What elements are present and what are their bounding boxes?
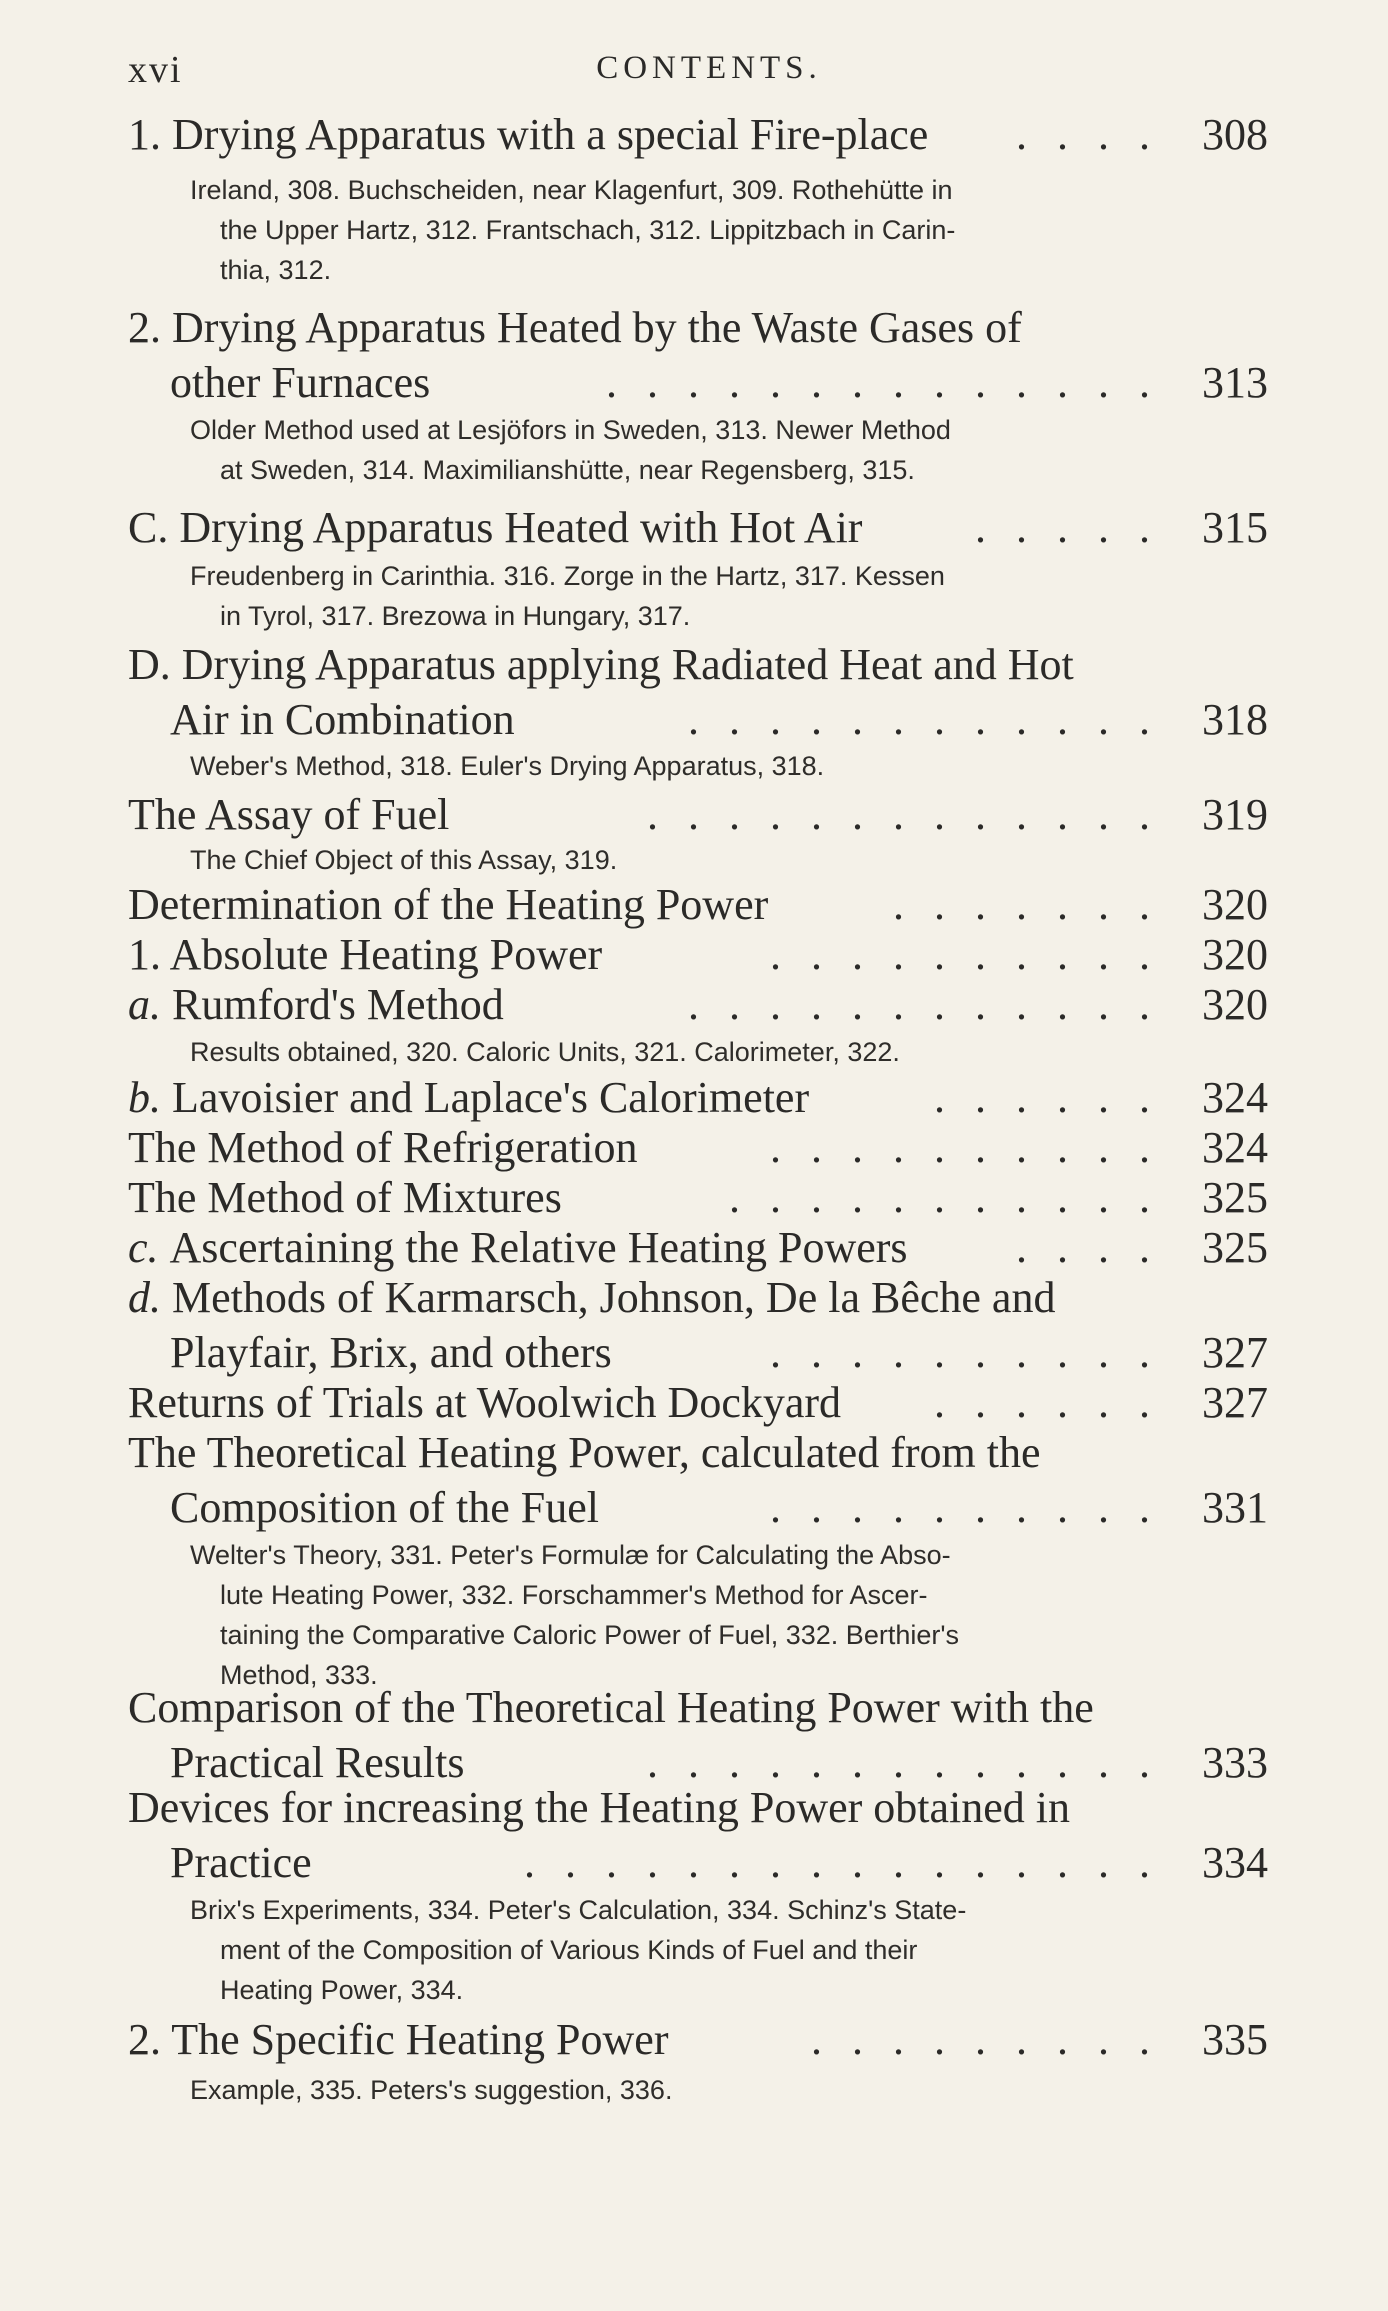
toc-entry-title: Comparison of the Theoretical Heating Power with the bbox=[128, 1683, 1094, 1732]
toc-page-number: 319 bbox=[1202, 790, 1268, 839]
toc-detail-line: in Tyrol, 317. Brezowa in Hungary, 317. bbox=[220, 601, 691, 631]
page-header bbox=[0, 48, 1388, 98]
toc-entry-title: a. Rumford's Method bbox=[128, 980, 504, 1029]
toc-detail-line: Brix's Experiments, 334. Peter's Calculation, 334. Schinz's State- bbox=[190, 1895, 967, 1925]
toc-entry-title: Determination of the Heating Power bbox=[128, 880, 769, 929]
toc-page-number: 324 bbox=[1202, 1073, 1268, 1122]
toc-detail-line: lute Heating Power, 332. Forschammer's Method for Ascer- bbox=[220, 1580, 928, 1610]
toc-entry-details bbox=[190, 2070, 1180, 2110]
toc-entry-title: The Method of Mixtures bbox=[128, 1173, 562, 1222]
toc-page-number: 325 bbox=[1202, 1223, 1268, 1272]
toc-entry-title: b. Lavoisier and Laplace's Calorimeter bbox=[128, 1073, 810, 1122]
toc-page-number: 327 bbox=[1202, 1328, 1268, 1377]
toc-page-number: 327 bbox=[1202, 1378, 1268, 1427]
dot-leader: ....... bbox=[893, 880, 1180, 929]
toc-detail-line: Weber's Method, 318. Euler's Drying Apparatus, 318. bbox=[190, 751, 825, 781]
toc-entry-title: 1. Drying Apparatus with a special Fire-place bbox=[128, 110, 929, 159]
dot-leader: ............ bbox=[688, 695, 1180, 744]
toc-detail-line: Ireland, 308. Buchscheiden, near Klagenfurt, 309. Rothehütte in bbox=[190, 175, 953, 205]
toc-entry-details bbox=[190, 746, 1180, 786]
toc-entry-details bbox=[190, 1535, 1180, 1695]
dot-leader: ............. bbox=[647, 790, 1180, 839]
toc-page-number: 334 bbox=[1202, 1838, 1268, 1887]
toc-entry-title: The Method of Refrigeration bbox=[128, 1123, 638, 1172]
dot-leader: .......... bbox=[770, 1483, 1180, 1532]
toc-entry-details bbox=[190, 556, 1180, 636]
toc-page-number: 331 bbox=[1202, 1483, 1268, 1532]
toc-detail-line: ment of the Composition of Various Kinds of Fuel and their bbox=[220, 1935, 918, 1965]
toc-detail-line: The Chief Object of this Assay, 319. bbox=[190, 845, 618, 875]
dot-leader: ......... bbox=[811, 2015, 1180, 2064]
toc-detail-line: at Sweden, 314. Maximilianshütte, near Regensberg, 315. bbox=[220, 455, 915, 485]
toc-entry-title: C. Drying Apparatus Heated with Hot Air bbox=[128, 503, 863, 552]
toc-page-number: 315 bbox=[1202, 503, 1268, 552]
toc-entry-title: Devices for increasing the Heating Power obtained in bbox=[128, 1783, 1071, 1832]
toc-detail-line: Example, 335. Peters's suggestion, 336. bbox=[190, 2075, 673, 2105]
toc-entry-title: 1. Absolute Heating Power bbox=[128, 930, 603, 979]
running-title: CONTENTS. bbox=[596, 50, 822, 86]
toc-entry-title: 2. Drying Apparatus Heated by the Waste Gases of bbox=[128, 303, 1022, 352]
toc-detail-line: Freudenberg in Carinthia. 316. Zorge in the Hartz, 317. Kessen bbox=[190, 561, 945, 591]
toc-entry-title: c. Ascertaining the Relative Heating Powers bbox=[128, 1223, 908, 1272]
toc-page-number: 320 bbox=[1202, 930, 1268, 979]
toc-detail-line: Results obtained, 320. Caloric Units, 321. Calorimeter, 322. bbox=[190, 1037, 900, 1067]
toc-detail-line: thia, 312. bbox=[220, 255, 332, 285]
dot-leader: ........... bbox=[729, 1173, 1180, 1222]
toc-entry-title: Air in Combination bbox=[170, 695, 515, 744]
toc-entry-title: The Assay of Fuel bbox=[128, 790, 450, 839]
dot-leader: ..... bbox=[975, 503, 1180, 552]
toc-page-number: 335 bbox=[1202, 2015, 1268, 2064]
toc-detail-line: Method, 333. bbox=[220, 1660, 378, 1690]
dot-leader: .... bbox=[1016, 1223, 1180, 1272]
dot-leader: .......... bbox=[770, 1328, 1180, 1377]
toc-detail-line: the Upper Hartz, 312. Frantschach, 312. Lippitzbach in Carin- bbox=[220, 215, 956, 245]
toc-entry-title: Returns of Trials at Woolwich Dockyard bbox=[128, 1378, 842, 1427]
toc-detail-line: Older Method used at Lesjöfors in Sweden, 313. Newer Method bbox=[190, 415, 951, 445]
dot-leader: .......... bbox=[770, 930, 1180, 979]
toc-entry-title: d. Methods of Karmarsch, Johnson, De la Bêche and bbox=[128, 1273, 1056, 1322]
toc-page-number: 313 bbox=[1202, 358, 1268, 407]
dot-leader: .............. bbox=[606, 358, 1180, 407]
dot-leader: .......... bbox=[770, 1123, 1180, 1172]
toc-detail-line: Welter's Theory, 331. Peter's Formulæ for Calculating the Abso- bbox=[190, 1540, 951, 1570]
toc-entry-title: other Furnaces bbox=[170, 358, 431, 407]
dot-leader: ...... bbox=[934, 1378, 1180, 1427]
toc-page-number: 320 bbox=[1202, 980, 1268, 1029]
dot-leader: ............. bbox=[647, 1738, 1180, 1787]
dot-leader: ................ bbox=[524, 1838, 1180, 1887]
toc-entry-title: 2. The Specific Heating Power bbox=[128, 2015, 669, 2064]
toc-page-number: 333 bbox=[1202, 1738, 1268, 1787]
toc-entry-title: Practical Results bbox=[170, 1738, 465, 1787]
toc-entry-details bbox=[190, 170, 1180, 290]
toc-entry-details bbox=[190, 1890, 1180, 2010]
toc-entry-details bbox=[190, 1032, 1180, 1072]
toc-detail-line: taining the Comparative Caloric Power of Fuel, 332. Berthier's bbox=[220, 1620, 960, 1650]
toc-entry-details bbox=[190, 840, 1180, 880]
toc-page-number: 320 bbox=[1202, 880, 1268, 929]
toc-entry-title: The Theoretical Heating Power, calculated from the bbox=[128, 1428, 1041, 1477]
toc-detail-line: Heating Power, 334. bbox=[220, 1975, 464, 2005]
page-number-roman: xvi bbox=[128, 49, 183, 91]
toc-page-number: 318 bbox=[1202, 695, 1268, 744]
dot-leader: .... bbox=[1016, 110, 1180, 159]
toc-page-number: 325 bbox=[1202, 1173, 1268, 1222]
toc-page-number: 324 bbox=[1202, 1123, 1268, 1172]
toc-entry-title: D. Drying Apparatus applying Radiated Heat and Hot bbox=[128, 640, 1074, 689]
toc-entry-title: Practice bbox=[170, 1838, 312, 1887]
dot-leader: ............ bbox=[688, 980, 1180, 1029]
toc-entry-details bbox=[190, 410, 1180, 490]
toc-page-number: 308 bbox=[1202, 110, 1268, 159]
dot-leader: ...... bbox=[934, 1073, 1180, 1122]
toc-entry-title: Playfair, Brix, and others bbox=[170, 1328, 612, 1377]
toc-entry-title: Composition of the Fuel bbox=[170, 1483, 599, 1532]
